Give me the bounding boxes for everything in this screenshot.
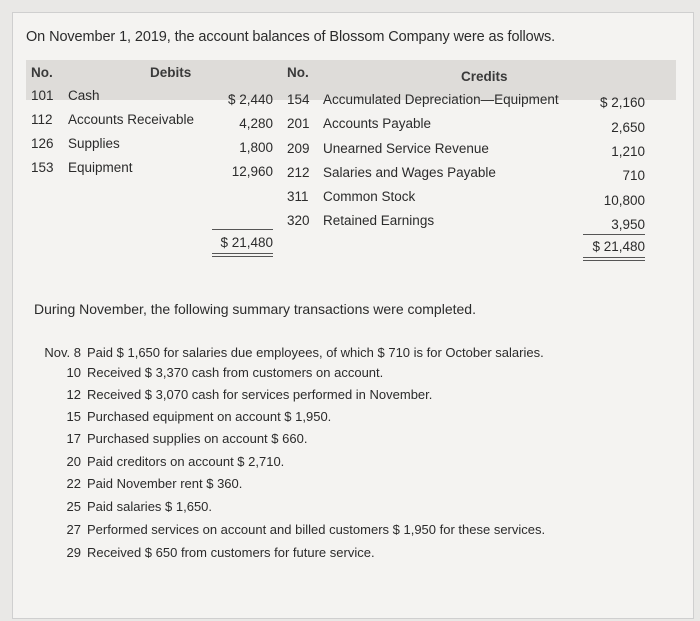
debit-amount: 1,800 [239, 140, 273, 155]
account-no: 112 [31, 112, 53, 127]
account-name: Accumulated Depreciation—Equipment [323, 92, 559, 107]
account-name: Common Stock [323, 189, 416, 204]
transaction-text: Paid November rent $ 360. [87, 476, 243, 491]
debit-amount: 12,960 [231, 164, 273, 179]
transaction-text: Paid creditors on account $ 2,710. [87, 454, 285, 469]
credit-total: $ 21,480 [592, 239, 645, 254]
transactions-intro: During November, the following summary transactions were completed. [34, 301, 476, 317]
transaction-text: Received $ 650 from customers for future service. [87, 545, 375, 560]
debit-total-double-rule [212, 253, 273, 257]
transaction-date: 25 [66, 499, 81, 514]
account-name: Accounts Payable [323, 116, 432, 131]
transaction-date: 29 [66, 545, 81, 560]
credit-amount: $ 2,160 [599, 95, 645, 110]
transaction-date: 15 [66, 409, 81, 424]
transaction-date: 27 [66, 522, 81, 537]
transaction-date: 22 [66, 476, 81, 491]
account-name: Unearned Service Revenue [323, 141, 489, 156]
credit-amount: 2,650 [611, 120, 645, 135]
debit-no-header: No. [31, 65, 53, 80]
transaction-date: 17 [66, 431, 81, 446]
debit-amount: $ 2,440 [227, 92, 273, 107]
transaction-date: 10 [66, 365, 81, 380]
account-name: Accounts Receivable [68, 112, 195, 127]
intro-text: On November 1, 2019, the account balances of Blossom Company were as follows. [26, 29, 556, 45]
debit-total: $ 21,480 [220, 235, 273, 250]
credit-no-header: No. [287, 65, 309, 80]
account-no: 311 [287, 189, 309, 204]
transaction-text: Purchased equipment on account $ 1,950. [87, 409, 332, 424]
account-no: 212 [287, 165, 310, 180]
credits-header: Credits [461, 69, 508, 84]
account-no: 154 [287, 92, 310, 107]
account-name: Equipment [68, 160, 133, 175]
debits-header: Debits [150, 65, 192, 80]
credit-total-rule [583, 234, 645, 235]
document-page [12, 12, 694, 619]
account-no: 320 [287, 213, 310, 228]
credit-amount: 710 [622, 168, 645, 183]
credit-amount: 3,950 [611, 217, 645, 232]
credit-total-double-rule [583, 257, 645, 261]
transaction-text: Received $ 3,070 cash for services performed in November. [87, 387, 433, 402]
account-no: 209 [287, 141, 310, 156]
account-no: 153 [31, 160, 54, 175]
account-name: Salaries and Wages Payable [323, 165, 496, 180]
account-no: 201 [287, 116, 310, 131]
account-name: Retained Earnings [323, 213, 435, 228]
transaction-text: Performed services on account and billed customers $ 1,950 for these services. [87, 522, 546, 537]
account-name: Cash [68, 88, 100, 103]
transaction-date: 20 [66, 454, 81, 469]
transaction-text: Received $ 3,370 cash from customers on account. [87, 365, 384, 380]
transaction-text: Paid $ 1,650 for salaries due employees, of which $ 710 is for October salaries. [87, 345, 544, 360]
credit-amount: 10,800 [603, 193, 645, 208]
credit-amount: 1,210 [611, 144, 645, 159]
transaction-text: Purchased supplies on account $ 660. [87, 431, 308, 446]
account-name: Supplies [68, 136, 120, 151]
account-no: 101 [31, 88, 54, 103]
debit-amount: 4,280 [239, 116, 273, 131]
account-no: 126 [31, 136, 54, 151]
transaction-text: Paid salaries $ 1,650. [87, 499, 213, 514]
transaction-date: 12 [66, 387, 81, 402]
transaction-date: Nov. 8 [44, 345, 81, 360]
debit-total-rule [212, 229, 273, 230]
